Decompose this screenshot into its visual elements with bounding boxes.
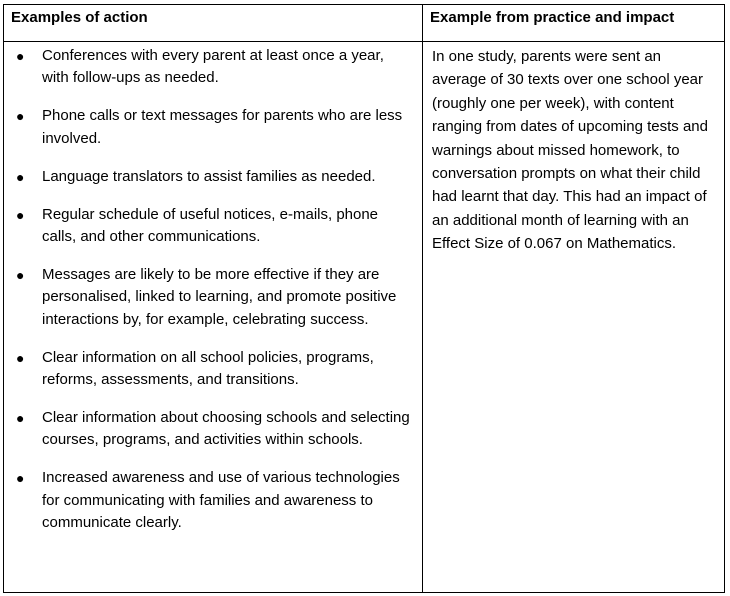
bullet-icon: ● [16, 409, 25, 426]
list-item [4, 347, 422, 392]
action-impact-table [3, 4, 725, 593]
action-text: Conferences with every parent at least once a year, with follow-ups as needed. [42, 47, 384, 87]
impact-paragraph: In one study, parents were sent an average of 30 texts over one school year (roughly one per week), with content ranging from dates of upcoming tests and warnings about missed homework, to conversation prompts on what their child had learnt that day. This had an impact of an additional month of learning with an Effect Size of 0.067 on Mathematics. [432, 48, 708, 253]
action-text: Messages are likely to be more effective if they are personalised, linked to learning, and promote positive interactions by, for example, celebrating success. [42, 265, 397, 328]
list-item [4, 204, 422, 249]
action-text: Language translators to assist families as needed. [42, 167, 376, 185]
list-item [4, 264, 422, 331]
header-cell-impact [423, 5, 725, 42]
bullet-icon: ● [16, 108, 25, 125]
action-text: Phone calls or text messages for parents who are less involved. [42, 107, 403, 147]
header-row [4, 5, 725, 42]
action-text: Clear information about choosing schools and selecting courses, programs, and activities within schools. [42, 408, 410, 449]
bullet-icon: ● [16, 206, 25, 223]
impact-cell [423, 42, 725, 593]
bullet-icon: ● [16, 349, 25, 366]
list-item [4, 166, 422, 188]
bullet-icon: ● [16, 266, 25, 283]
header-actions-label: Examples of action [11, 9, 148, 26]
header-impact-label: Example from practice and impact [430, 9, 675, 26]
list-item [4, 467, 422, 534]
list-item [4, 45, 422, 90]
content-row [4, 42, 725, 593]
bullet-icon: ● [16, 48, 25, 64]
action-list [4, 42, 422, 534]
bullet-icon: ● [16, 168, 25, 185]
actions-cell [4, 42, 423, 593]
action-text: Regular schedule of useful notices, e-mails, phone calls, and other communications. [42, 205, 379, 245]
header-cell-actions [4, 5, 423, 42]
action-text: Increased awareness and use of various technologies for communicating with families and awareness to communicate clearly. [42, 469, 400, 531]
bullet-icon: ● [16, 470, 25, 487]
list-item [4, 407, 422, 452]
list-item [4, 105, 422, 150]
action-text: Clear information on all school policies, programs, reforms, assessments, and transitions. [42, 348, 374, 388]
